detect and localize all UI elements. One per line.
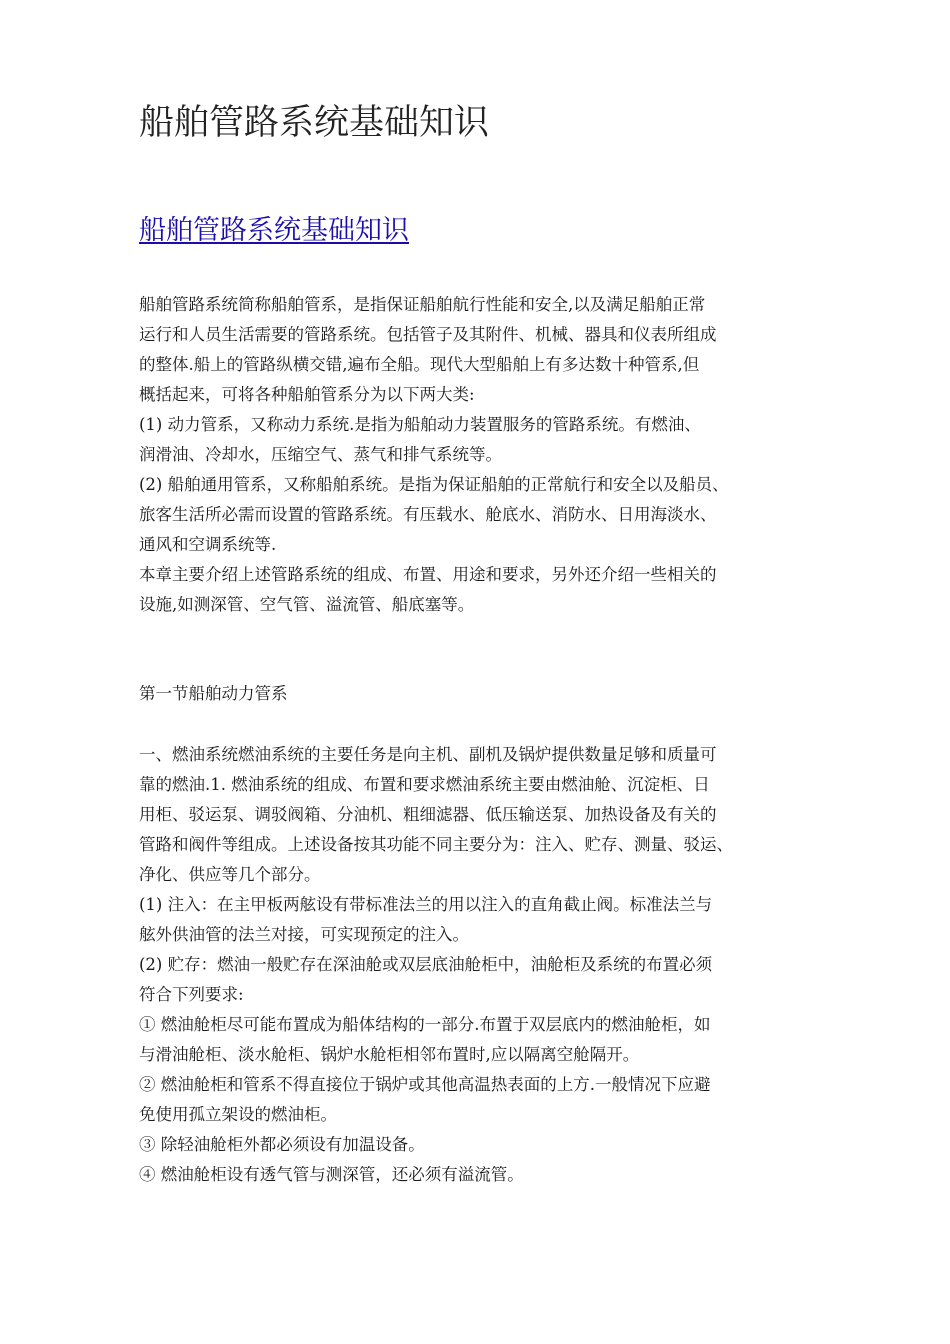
text-line: 概括起来，可将各种船舶管系分为以下两大类:	[139, 385, 475, 404]
section-body-paragraphs	[139, 740, 829, 1190]
text-line: ④ 燃油舱柜设有透气管与测深管，还必须有溢流管。	[139, 1165, 524, 1184]
section-heading-text: 第一节船舶动力管系	[139, 684, 288, 703]
text-line: (2) 贮存：燃油一般贮存在深油舱或双层底油舱柜中，油舱柜及系统的布置必须	[139, 955, 713, 974]
text-line: (2) 船舶通用管系，又称船舶系统。是指为保证船舶的正常航行和安全以及船员、	[139, 475, 729, 494]
text-line: 一、燃油系统燃油系统的主要任务是向主机、副机及锅炉提供数量足够和质量可	[139, 745, 717, 764]
text-line: 管路和阀件等组成。上述设备按其功能不同主要分为：注入、贮存、测量、驳运、	[139, 835, 733, 854]
section-heading	[139, 679, 829, 709]
text-line: 本章主要介绍上述管路系统的组成、布置、用途和要求，另外还介绍一些相关的	[139, 565, 717, 584]
text-line: (1) 注入：在主甲板两舷设有带标准法兰的用以注入的直角截止阀。标准法兰与	[139, 895, 713, 914]
text-line: ③ 除轻油舱柜外都必须设有加温设备。	[139, 1135, 425, 1154]
text-line: 运行和人员生活需要的管路系统。包括管子及其附件、机械、器具和仪表所组成	[139, 325, 717, 344]
text-line: 与滑油舱柜、淡水舱柜、锅炉水舱柜相邻布置时,应以隔离空舱隔开。	[139, 1045, 640, 1064]
intro-paragraphs	[139, 290, 829, 620]
text-line: 免使用孤立架设的燃油柜。	[139, 1105, 337, 1124]
text-line: (1) 动力管系，又称动力系统.是指为船舶动力装置服务的管路系统。有燃油、	[139, 415, 701, 434]
text-line: 靠的燃油.1. 燃油系统的组成、布置和要求燃油系统主要由燃油舱、沉淀柜、日	[139, 775, 710, 794]
text-line: 润滑油、冷却水，压缩空气、蒸气和排气系统等。	[139, 445, 502, 464]
title-link[interactable]: 船舶管路系统基础知识	[139, 215, 409, 246]
text-line: 旅客生活所必需而设置的管路系统。有压载水、舱底水、消防水、日用海淡水、	[139, 505, 717, 524]
text-line: 设施,如测深管、空气管、溢流管、船底塞等。	[139, 595, 475, 614]
text-line: 通风和空调系统等.	[139, 535, 277, 554]
text-line: 舷外供油管的法兰对接，可实现预定的注入。	[139, 925, 469, 944]
text-line: 净化、供应等几个部分。	[139, 865, 321, 884]
text-line: ② 燃油舱柜和管系不得直接位于锅炉或其他高温热表面的上方.一般情况下应避	[139, 1075, 711, 1094]
document-title: 船舶管路系统基础知识	[139, 103, 490, 143]
text-line: 船舶管路系统简称船舶管系，是指保证船舶航行性能和安全,以及满足船舶正常	[139, 295, 706, 314]
text-line: 符合下列要求:	[139, 985, 244, 1004]
text-line: ① 燃油舱柜尽可能布置成为船体结构的一部分.布置于双层底内的燃油舱柜，如	[139, 1015, 711, 1034]
text-line: 用柜、驳运泵、调驳阀箱、分油机、粗细滤器、低压输送泵、加热设备及有关的	[139, 805, 717, 824]
text-line: 的整体.船上的管路纵横交错,遍布全船。现代大型船舶上有多达数十种管系,但	[139, 355, 700, 374]
title-link-heading[interactable]	[139, 211, 409, 251]
